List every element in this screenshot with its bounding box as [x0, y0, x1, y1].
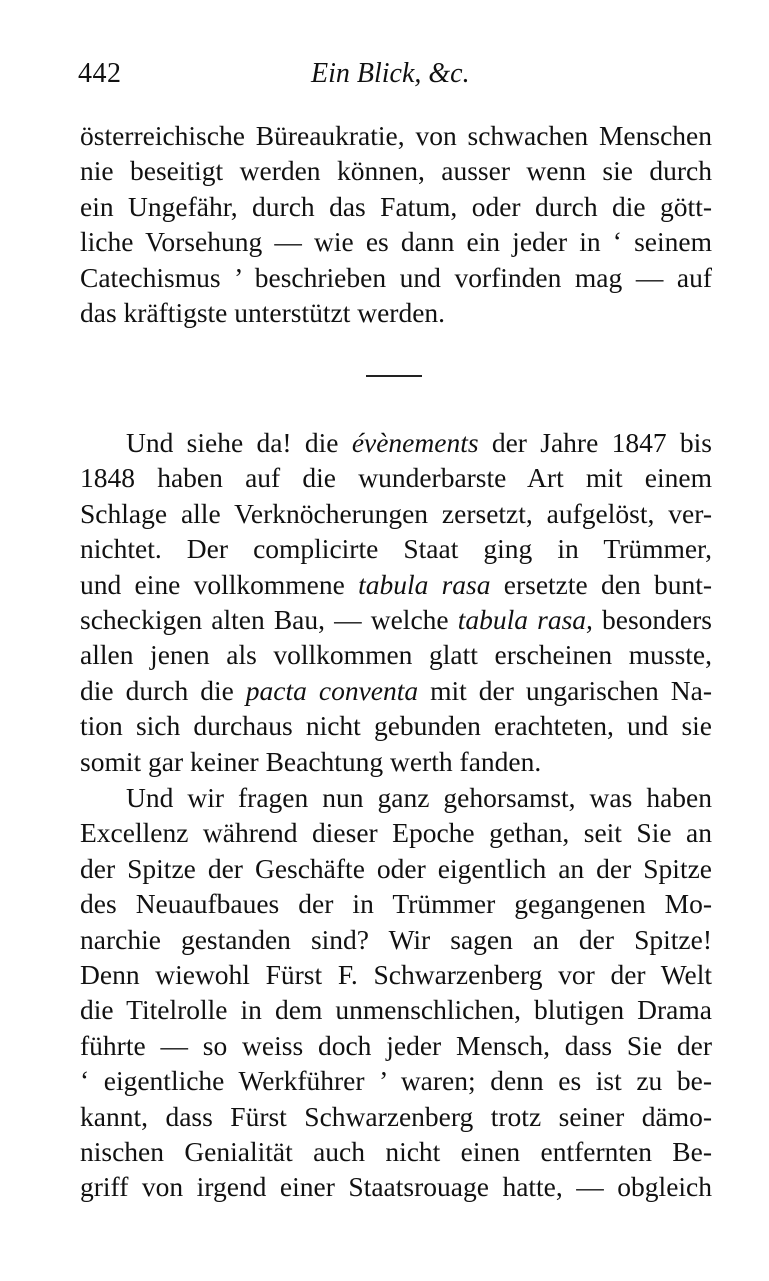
text-line — [80, 708, 712, 743]
text-line: kannt, dass Fürst Schwarzenberg trotz seiner dämo- — [80, 1100, 712, 1132]
italic-term: tabula rasa, — [457, 604, 593, 636]
text-line: griff von irgend einer Staatsrouage hatte, — obgleich — [80, 1171, 712, 1203]
text-segment: und eine vollkommene — [80, 568, 359, 600]
text-segment: nichtet. Der complicirte Staat ging in Trümmer, — [80, 533, 712, 565]
text-segment: mit der ungarischen Na- — [418, 674, 712, 706]
text-line: liche Vorsehung — wie es dann ein jeder in ‘ seinem — [80, 226, 712, 258]
text-line: nischen Genialität auch nicht einen entfernten Be- — [80, 1136, 712, 1168]
text-line: ein Ungefähr, durch das Fatum, oder durch die gött- — [80, 190, 712, 222]
paragraph-continuation — [80, 118, 712, 330]
text-line: nie beseitigt werden können, ausser wenn sie durch — [80, 155, 712, 187]
section-divider — [366, 375, 422, 377]
text-line: Und wir fragen nun ganz gehorsamst, was haben — [126, 782, 712, 813]
text-segment: Und siehe da! die — [126, 427, 352, 458]
text-line: der Spitze der Geschäfte oder eigentlich an der Spitze — [80, 852, 712, 884]
text-segment: 1848 haben auf die wunderbarste Art mit einem — [80, 462, 712, 494]
text-line: des Neuaufbaues der in Trümmer gegangenen Mo- — [80, 888, 712, 920]
text-line: Catechismus ’ beschrieben und vorfinden mag — auf — [80, 261, 712, 293]
text-segment: tion sich durchaus nicht gebunden erachteten, und sie — [80, 710, 712, 742]
text-line — [80, 673, 712, 708]
text-line — [80, 531, 712, 566]
italic-term: pacta conventa — [245, 674, 419, 706]
text-line: das kräftigste unterstützt werden. — [80, 297, 446, 329]
text-line — [80, 602, 712, 637]
text-segment: besonders — [592, 604, 712, 636]
paragraph-evenements — [80, 425, 712, 779]
italic-term: évènements — [351, 427, 479, 458]
text-line — [80, 637, 712, 672]
text-segment: Schlage alle Verknöcherungen zersetzt, aufgelöst, ver- — [80, 497, 712, 529]
text-segment: allen jenen als vollkommen glatt erscheinen musste, — [80, 639, 712, 671]
text-line — [80, 567, 712, 602]
text-line — [80, 425, 712, 460]
text-line: Denn wiewohl Fürst F. Schwarzenberg vor der Welt — [80, 959, 712, 991]
text-line: Excellenz während dieser Epoche gethan, seit Sie an — [80, 817, 712, 849]
text-segment: die durch die — [80, 674, 246, 706]
text-line: österreichische Büreaukratie, von schwachen Menschen — [80, 120, 712, 151]
page-number: 442 — [78, 58, 122, 89]
text-segment: somit gar keiner Beachtung werth fanden. — [80, 745, 542, 777]
text-line: ‘ eigentliche Werkführer ’ waren; denn es ist zu be- — [80, 1065, 712, 1097]
text-line — [80, 496, 712, 531]
text-line — [80, 460, 712, 495]
page-header — [78, 58, 718, 94]
text-segment: der Jahre 1847 bis — [478, 427, 712, 458]
text-line: narchie gestanden sind? Wir sagen an der Spitze! — [80, 923, 712, 955]
text-line — [80, 744, 712, 779]
text-segment: scheckigen alten Bau, — welche — [80, 604, 458, 636]
italic-term: tabula rasa — [358, 568, 491, 600]
running-title: Ein Blick, &c. — [311, 58, 470, 89]
text-line: die Titelrolle in dem unmenschlichen, blutigen Drama — [80, 994, 712, 1026]
text-segment: ersetzte den bunt- — [490, 568, 712, 600]
text-line: führte — so weiss doch jeder Mensch, dass Sie der — [80, 1029, 712, 1061]
paragraph-question — [80, 780, 712, 1205]
